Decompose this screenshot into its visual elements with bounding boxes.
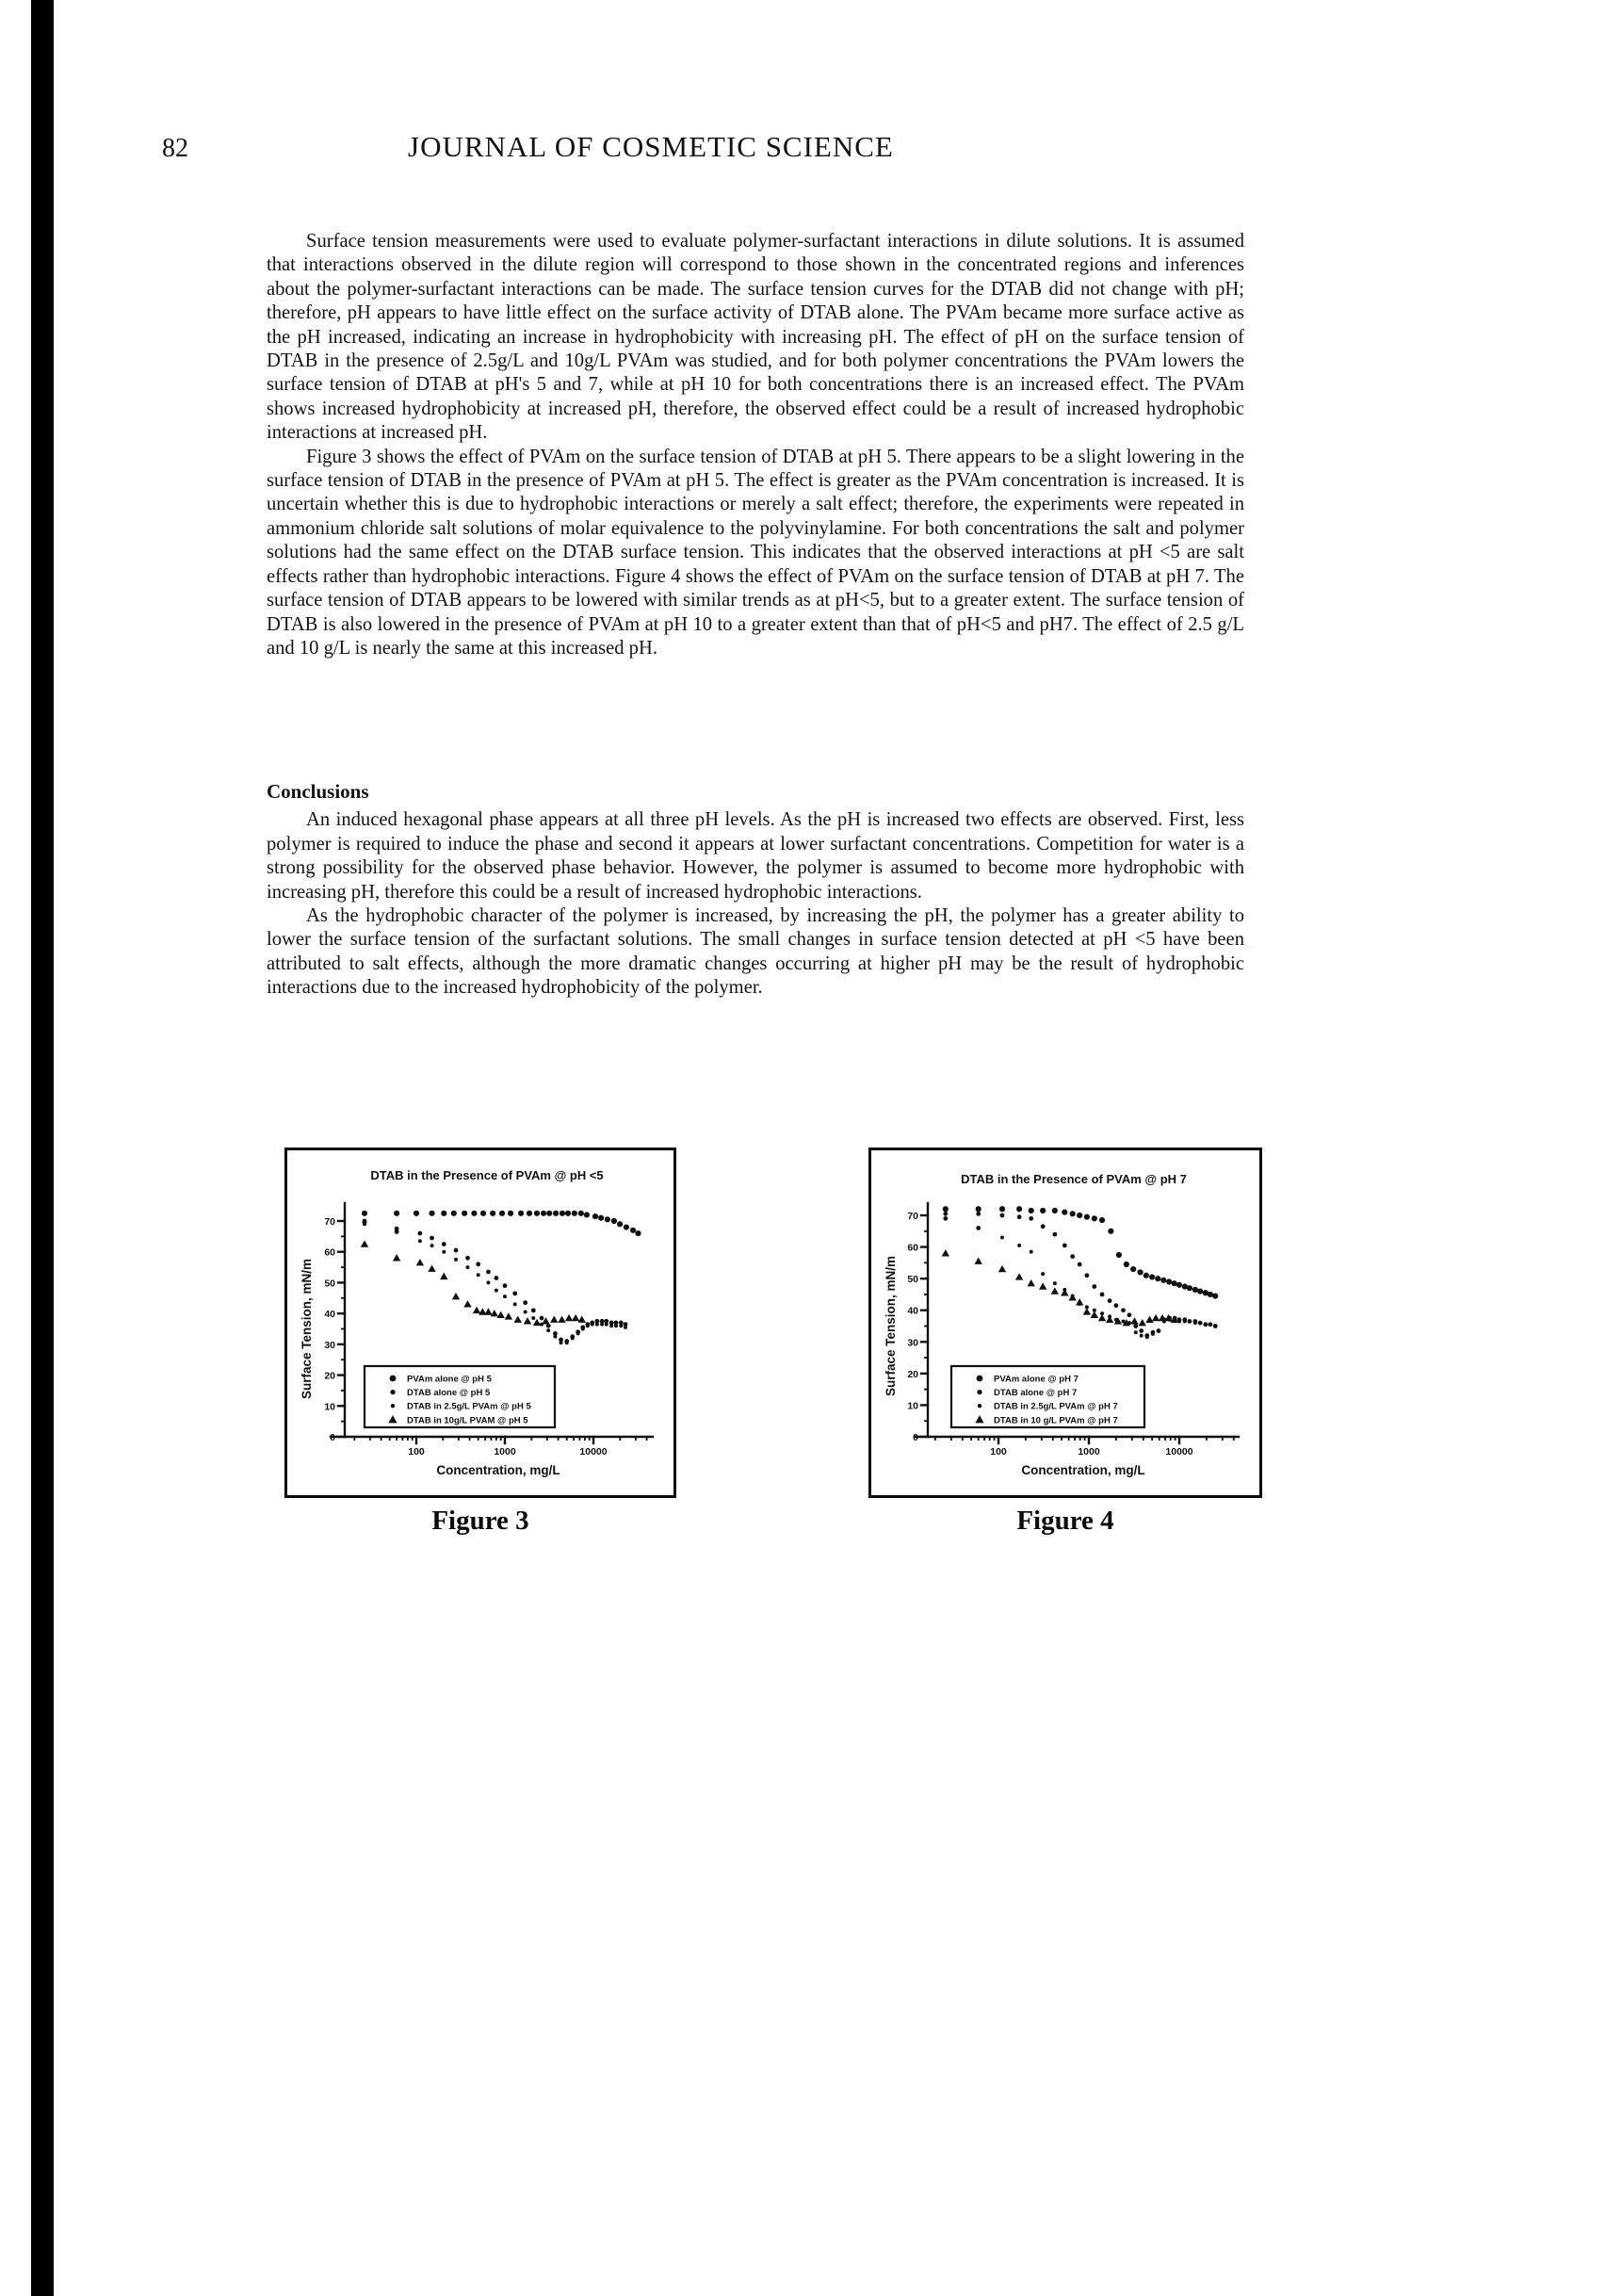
conclusions-section <box>267 780 1244 1001</box>
figure-4-scatter-plot <box>871 1150 1259 1495</box>
svg-text:100: 100 <box>990 1446 1007 1457</box>
svg-text:40: 40 <box>324 1309 335 1321</box>
svg-text:30: 30 <box>324 1339 335 1351</box>
figure-4 <box>868 1148 1262 1537</box>
svg-text:DTAB in 2.5g/L PVAm @ pH 5: DTAB in 2.5g/L PVAm @ pH 5 <box>407 1401 531 1412</box>
svg-text:DTAB in 2.5g/L PVAm @ pH 7: DTAB in 2.5g/L PVAm @ pH 7 <box>994 1401 1118 1412</box>
svg-text:Surface Tension, mN/m: Surface Tension, mN/m <box>300 1258 314 1400</box>
figure-3-caption: Figure 3 <box>431 1506 529 1536</box>
svg-text:1000: 1000 <box>1078 1446 1100 1457</box>
svg-text:10: 10 <box>324 1401 335 1413</box>
svg-text:10000: 10000 <box>579 1446 608 1457</box>
body-paragraph-2: Figure 3 shows the effect of PVAm on the surface tension of DTAB at pH 5. There appears to be a slight lowering in the surface tension of DTAB in the presence of PVAm at pH 5. The effect is greater as the PVAm concentration is increased. It is uncertain whether this is due to hydrophobic interactions or merely a salt effect; therefore, the experiments were repeated in ammonium chloride salt solutions of molar equivalence to the polyvinylamine. For both concentrations the salt and polymer solutions had the same effect on the DTAB surface tension. This indicates that the observed interactions at pH <5 are salt effects rather than hydrophobic interactions. Figure 4 shows the effect of PVAm on the surface tension of DTAB at pH 7. The surface tension of DTAB appears to be lowered with similar trends as at pH<5, but to a greater extent. The surface tension of DTAB is also lowered in the presence of PVAm at pH 10 to a greater extent than that of pH<5 and pH7. The effect of 2.5 g/L and 10 g/L is nearly the same at this increased pH. <box>267 446 1244 659</box>
body-paragraph-1: Surface tension measurements were used to evaluate polymer-surfactant interactions in dilute solutions. It is assumed that interactions observed in the dilute region will correspond to those shown in the concentrated regions and inferences about the polymer-surfactant interactions can be made. The surface tension curves for the DTAB did not change with pH; therefore, pH appears to have little effect on the surface activity of DTAB alone. The PVAm became more surface active as the pH increased, indicating an increase in hydrophobicity with increasing pH. The effect of pH on the surface tension of DTAB in the presence of 2.5g/L and 10g/L PVAm was studied, and for both polymer concentrations the PVAm lowers the surface tension of DTAB at pH's 5 and 7, while at pH 10 for both concentrations there is an increased effect. The PVAm shows increased hydrophobicity at increased pH, therefore, the observed effect could be a result of increased hydrophobic interactions at increased pH. <box>267 231 1244 444</box>
svg-text:10000: 10000 <box>1165 1446 1193 1457</box>
figure-3 <box>284 1148 676 1537</box>
svg-text:0: 0 <box>330 1432 335 1443</box>
svg-text:Concentration, mg/L: Concentration, mg/L <box>1021 1463 1145 1477</box>
svg-text:20: 20 <box>907 1368 918 1380</box>
conclusions-paragraph-2: As the hydrophobic character of the polymer is increased, by increasing the pH, the polymer has a greater ability to lower the surface tension of the surfactant solutions. The small changes in surface tension detected at pH <5 have been attributed to salt effects, although the more dramatic changes occurring at higher pH may be the result of hydrophobic interactions due to the increased hydrophobicity of the polymer. <box>267 905 1244 999</box>
svg-text:DTAB in 10g/L PVAM @ pH 5: DTAB in 10g/L PVAM @ pH 5 <box>407 1415 528 1426</box>
scan-edge-artifact <box>31 0 54 2296</box>
svg-text:70: 70 <box>907 1211 918 1222</box>
svg-text:1000: 1000 <box>494 1446 516 1457</box>
svg-text:PVAm alone @ pH 5: PVAm alone @ pH 5 <box>407 1374 492 1385</box>
figure-3-chart-box <box>284 1148 676 1498</box>
svg-text:0: 0 <box>913 1432 918 1443</box>
svg-text:50: 50 <box>324 1278 335 1290</box>
figure-4-caption: Figure 4 <box>1016 1506 1114 1536</box>
page-number: 82 <box>162 134 188 163</box>
svg-text:100: 100 <box>408 1446 425 1457</box>
journal-header: JOURNAL OF COSMETIC SCIENCE <box>408 130 894 163</box>
svg-text:60: 60 <box>907 1242 918 1254</box>
svg-text:60: 60 <box>324 1246 335 1259</box>
svg-text:DTAB in 10 g/L PVAm @ pH 7: DTAB in 10 g/L PVAm @ pH 7 <box>994 1415 1118 1426</box>
svg-text:DTAB alone @ pH 7: DTAB alone @ pH 7 <box>994 1388 1078 1399</box>
conclusions-paragraph-1: An induced hexagonal phase appears at all three pH levels. As the pH is increased two effects are observed. First, less polymer is required to induce the phase and second it appears at lower surfactant concentrations. Competition for water is a strong possibility for the observed phase behavior. However, the polymer is assumed to become more hydrophobic with increasing pH, therefore this could be a result of increased hydrophobic interactions. <box>267 809 1244 903</box>
svg-text:70: 70 <box>324 1216 335 1228</box>
svg-text:DTAB alone @ pH 5: DTAB alone @ pH 5 <box>407 1388 491 1399</box>
svg-text:DTAB in the Presence of PVAm @: DTAB in the Presence of PVAm @ pH 7 <box>961 1172 1187 1186</box>
article-body <box>267 230 1244 660</box>
svg-text:20: 20 <box>324 1370 335 1382</box>
svg-text:50: 50 <box>907 1274 918 1286</box>
svg-text:PVAm alone @ pH 7: PVAm alone @ pH 7 <box>994 1374 1079 1385</box>
conclusions-heading: Conclusions <box>267 780 369 803</box>
svg-text:40: 40 <box>907 1305 918 1317</box>
svg-text:30: 30 <box>907 1337 918 1349</box>
figure-4-chart-box <box>868 1148 1262 1498</box>
svg-text:DTAB in the Presence of PVAm @: DTAB in the Presence of PVAm @ pH <5 <box>370 1168 604 1182</box>
figure-3-scatter-plot <box>287 1150 673 1495</box>
svg-text:Surface Tension, mN/m: Surface Tension, mN/m <box>884 1255 898 1397</box>
svg-text:Concentration, mg/L: Concentration, mg/L <box>436 1463 560 1477</box>
svg-text:10: 10 <box>907 1400 918 1412</box>
